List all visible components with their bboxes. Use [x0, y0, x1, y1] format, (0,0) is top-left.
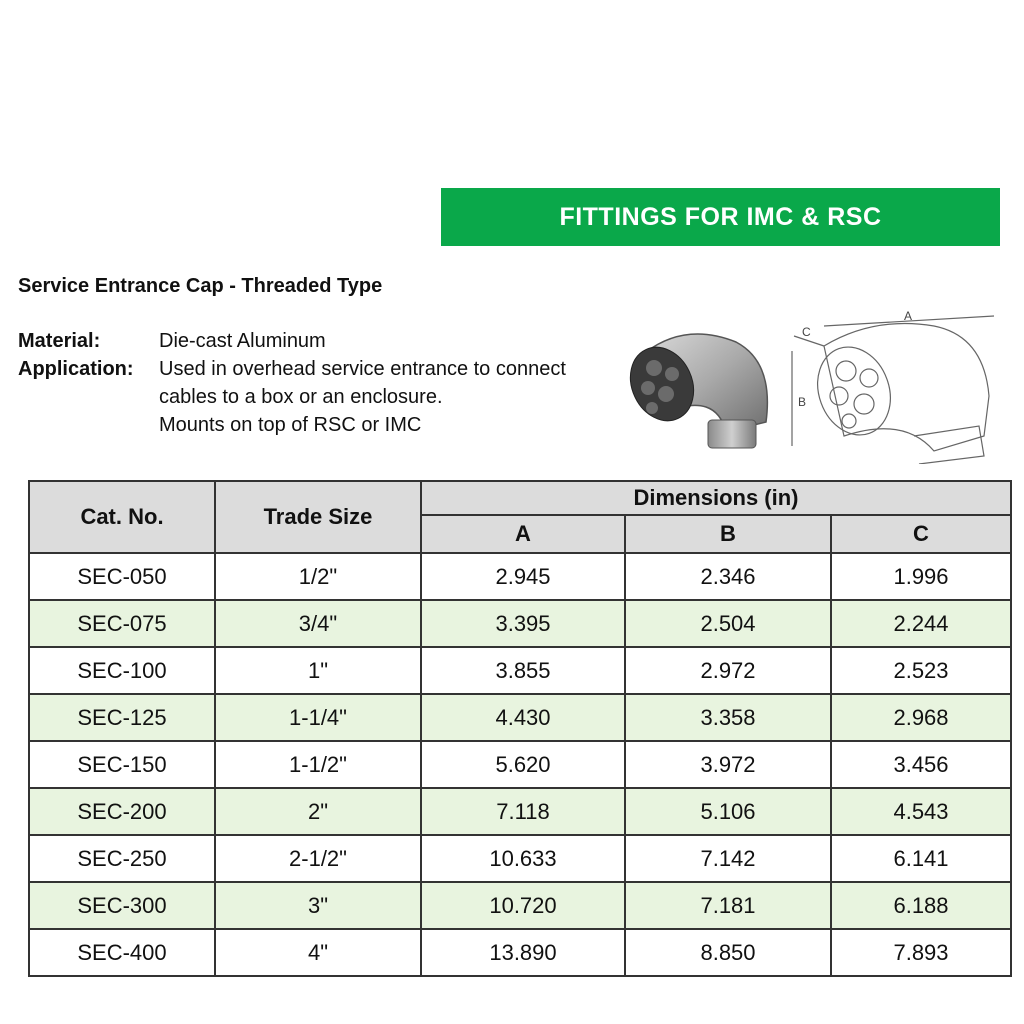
cell-c: 1.996 [831, 553, 1011, 600]
cell-trade-size: 1" [215, 647, 421, 694]
cell-a: 10.633 [421, 835, 625, 882]
application-line: Mounts on top of RSC or IMC [159, 414, 422, 436]
cell-b: 2.972 [625, 647, 831, 694]
dimension-drawing [784, 306, 1024, 464]
table-row [29, 553, 1011, 600]
table-row [29, 835, 1011, 882]
cell-b: 3.358 [625, 694, 831, 741]
table-row [29, 882, 1011, 929]
cell-c: 6.188 [831, 882, 1011, 929]
application-value [159, 355, 566, 439]
cell-cat-no: SEC-300 [29, 882, 215, 929]
cell-b: 8.850 [625, 929, 831, 976]
cell-trade-size: 3" [215, 882, 421, 929]
cell-b: 2.504 [625, 600, 831, 647]
dimension-label-b: B [798, 395, 807, 409]
cell-a: 2.945 [421, 553, 625, 600]
cell-cat-no: SEC-050 [29, 553, 215, 600]
cell-c: 2.523 [831, 647, 1011, 694]
cell-c: 4.543 [831, 788, 1011, 835]
cell-a: 3.395 [421, 600, 625, 647]
dimensions-table [28, 480, 1012, 977]
material-value: Die-cast Aluminum [159, 330, 326, 352]
cell-a: 7.118 [421, 788, 625, 835]
cell-cat-no: SEC-075 [29, 600, 215, 647]
cell-a: 10.720 [421, 882, 625, 929]
header-cat-no: Cat. No. [29, 481, 215, 553]
cell-cat-no: SEC-250 [29, 835, 215, 882]
cell-cat-no: SEC-125 [29, 694, 215, 741]
cell-b: 7.142 [625, 835, 831, 882]
cell-trade-size: 1-1/4" [215, 694, 421, 741]
header-b: B [625, 515, 831, 553]
product-photo [626, 322, 776, 452]
table-row [29, 741, 1011, 788]
cell-b: 7.181 [625, 882, 831, 929]
table-row [29, 694, 1011, 741]
cell-cat-no: SEC-100 [29, 647, 215, 694]
table-row [29, 788, 1011, 835]
cell-b: 3.972 [625, 741, 831, 788]
product-title: Service Entrance Cap - Threaded Type [18, 275, 383, 297]
header-a: A [421, 515, 625, 553]
table-row [29, 929, 1011, 976]
cell-c: 3.456 [831, 741, 1011, 788]
cell-cat-no: SEC-150 [29, 741, 215, 788]
cell-a: 4.430 [421, 694, 625, 741]
cell-b: 2.346 [625, 553, 831, 600]
dimension-label-c: C [802, 325, 811, 339]
cell-a: 3.855 [421, 647, 625, 694]
cell-trade-size: 4" [215, 929, 421, 976]
cell-cat-no: SEC-400 [29, 929, 215, 976]
cell-trade-size: 3/4" [215, 600, 421, 647]
cell-a: 5.620 [421, 741, 625, 788]
table-row [29, 647, 1011, 694]
cell-c: 2.968 [831, 694, 1011, 741]
cell-trade-size: 2-1/2" [215, 835, 421, 882]
cell-b: 5.106 [625, 788, 831, 835]
cell-c: 2.244 [831, 600, 1011, 647]
cell-cat-no: SEC-200 [29, 788, 215, 835]
section-banner: FITTINGS FOR IMC & RSC [441, 188, 1000, 246]
cell-c: 6.141 [831, 835, 1011, 882]
table-row [29, 600, 1011, 647]
material-label: Material: [18, 330, 101, 352]
application-line: cables to a box or an enclosure. [159, 386, 443, 408]
header-trade-size: Trade Size [215, 481, 421, 553]
cell-c: 7.893 [831, 929, 1011, 976]
cell-trade-size: 2" [215, 788, 421, 835]
application-line: Used in overhead service entrance to connect [159, 358, 566, 380]
cell-trade-size: 1-1/2" [215, 741, 421, 788]
cell-trade-size: 1/2" [215, 553, 421, 600]
application-label: Application: [18, 358, 134, 380]
header-dimensions: Dimensions (in) [421, 481, 1011, 515]
dimension-label-a: A [904, 309, 913, 323]
cell-a: 13.890 [421, 929, 625, 976]
header-c: C [831, 515, 1011, 553]
